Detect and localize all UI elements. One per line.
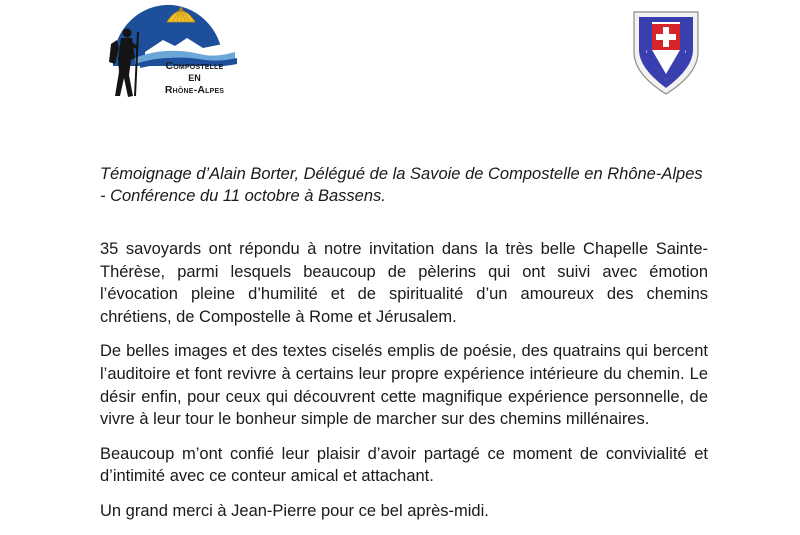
testimony-body (100, 238, 708, 535)
paragraph-4: Un grand merci à Jean-Pierre pour ce bel après-midi. (100, 501, 489, 520)
paragraph-2: De belles images et des textes ciselés emplis de poésie, des quatrains qui bercent l’auditoire et font revivre à certains leur propre expérience intérieure du chemin. Le désir enfin, pour ceux qui découvrent cette magnifique expérience personnelle, de vivre à leur tour le bonheur simple de marcher sur des chemins millénaires. (100, 342, 708, 429)
savoie-coat-of-arms (630, 8, 702, 98)
logo-line-3: Rhône-Alpes (164, 84, 225, 96)
paragraph-1: 35 savoyards ont répondu à notre invitation dans la très belle Chapelle Sainte-Thérèse, parmi lesquels beaucoup de pèlerins qui ont suivi avec émotion l’évocation pleine d’humilité et de spiritualité d’un amoureux des chemins chrétiens, de Compostelle à Rome et Jérusalem. (100, 240, 708, 326)
coat-of-arms-icon (630, 8, 702, 98)
testimony-intro: Témoignage d’Alain Borter, Délégué de la Savoie de Compostelle en Rhône-Alpes - Conférence du 11 octobre à Bassens. (100, 165, 703, 205)
compostelle-logo (105, 0, 240, 105)
logo-line-2: EN (188, 73, 201, 83)
paragraph-3: Beaucoup m’ont confié leur plaisir d’avoir partagé ce moment de convivialité et d’intimité avec ce conteur amical et attachant. (100, 444, 708, 486)
logo-wordmark (147, 60, 242, 96)
logo-line-1: Compostelle (165, 60, 224, 72)
